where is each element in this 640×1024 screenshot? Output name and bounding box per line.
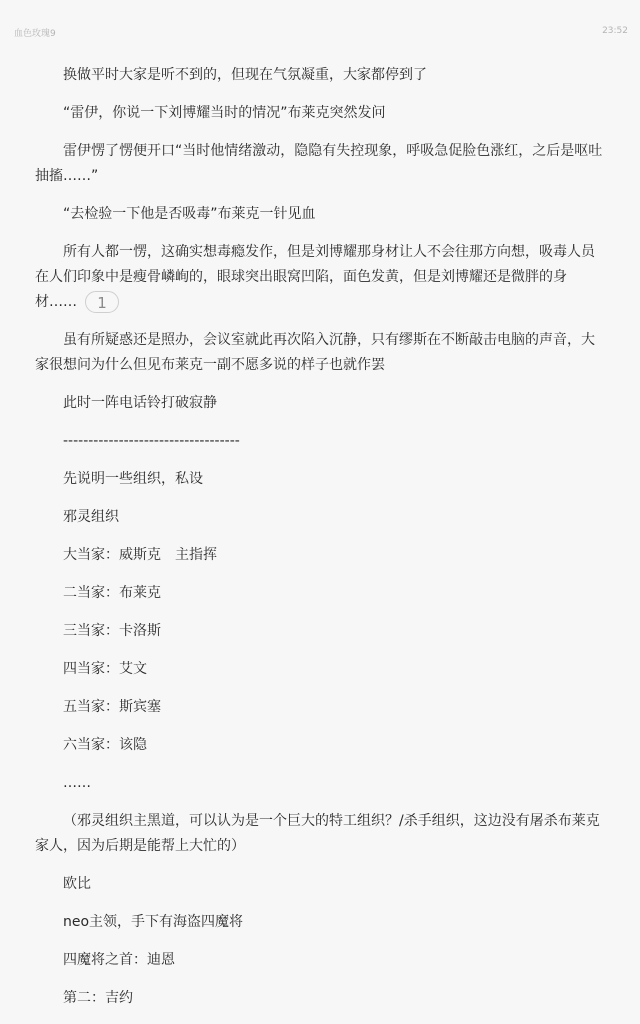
paragraph-comment-badge[interactable]: 1: [85, 291, 119, 313]
paragraph: 先说明一些组织，私设: [63, 471, 203, 487]
paragraph: 虽有所疑惑还是照办，会议室就此再次陷入沉静，只有缪斯在不断敲击电脑的声音，大家很想问为什么但见布莱克一副不愿多说的样子也就作罢: [35, 332, 595, 373]
clock: 23:52: [602, 26, 628, 36]
paragraph: 第二：吉约: [63, 990, 133, 1006]
reading-content: [35, 63, 605, 1024]
paragraph: （邪灵组织主黑道，可以认为是一个巨大的特工组织？/杀手组织，这边没有屠杀布莱克家人，因为后期是能帮上大忙的）: [35, 813, 600, 854]
paragraph: 大当家：威斯克 主指挥: [63, 547, 217, 563]
paragraph: 邪灵组织: [63, 509, 119, 525]
paragraph: ……: [63, 775, 91, 791]
paragraph: “去检验一下他是否吸毒”布莱克一针见血: [63, 206, 316, 222]
paragraph: 换做平时大家是听不到的，但现在气氛凝重，大家都停到了: [63, 67, 427, 83]
paragraph: 此时一阵电话铃打破寂静: [63, 395, 217, 411]
divider-line: -----------------------------------: [63, 433, 240, 449]
paragraph: 二当家：布莱克: [63, 585, 161, 601]
paragraph: 四魔将之首：迪恩: [63, 952, 175, 968]
paragraph: 欧比: [63, 876, 91, 892]
status-bar: [14, 26, 628, 40]
paragraph: 所有人都一愣，这确实想毒瘾发作，但是刘博耀那身材让人不会往那方向想，吸毒人员在人们印象中是瘦骨嶙峋的，眼球突出眼窝凹陷，面色发黄，但是刘博耀还是微胖的身材…… 1: [35, 244, 595, 312]
paragraph: “雷伊，你说一下刘博耀当时的情况”布莱克突然发问: [63, 105, 386, 121]
paragraph: 三当家：卡洛斯: [63, 623, 161, 639]
paragraph: 五当家：斯宾塞: [63, 699, 161, 715]
paragraph: 雷伊愣了愣便开口“当时他情绪激动，隐隐有失控现象，呼吸急促脸色涨红，之后是呕吐抽搐……”: [35, 143, 603, 184]
book-title: 血色玫瑰9: [14, 29, 56, 39]
paragraph: neo主领，手下有海盗四魔将: [63, 914, 244, 930]
paragraph: 六当家：该隐: [63, 737, 147, 753]
paragraph: 四当家：艾文: [63, 661, 147, 677]
